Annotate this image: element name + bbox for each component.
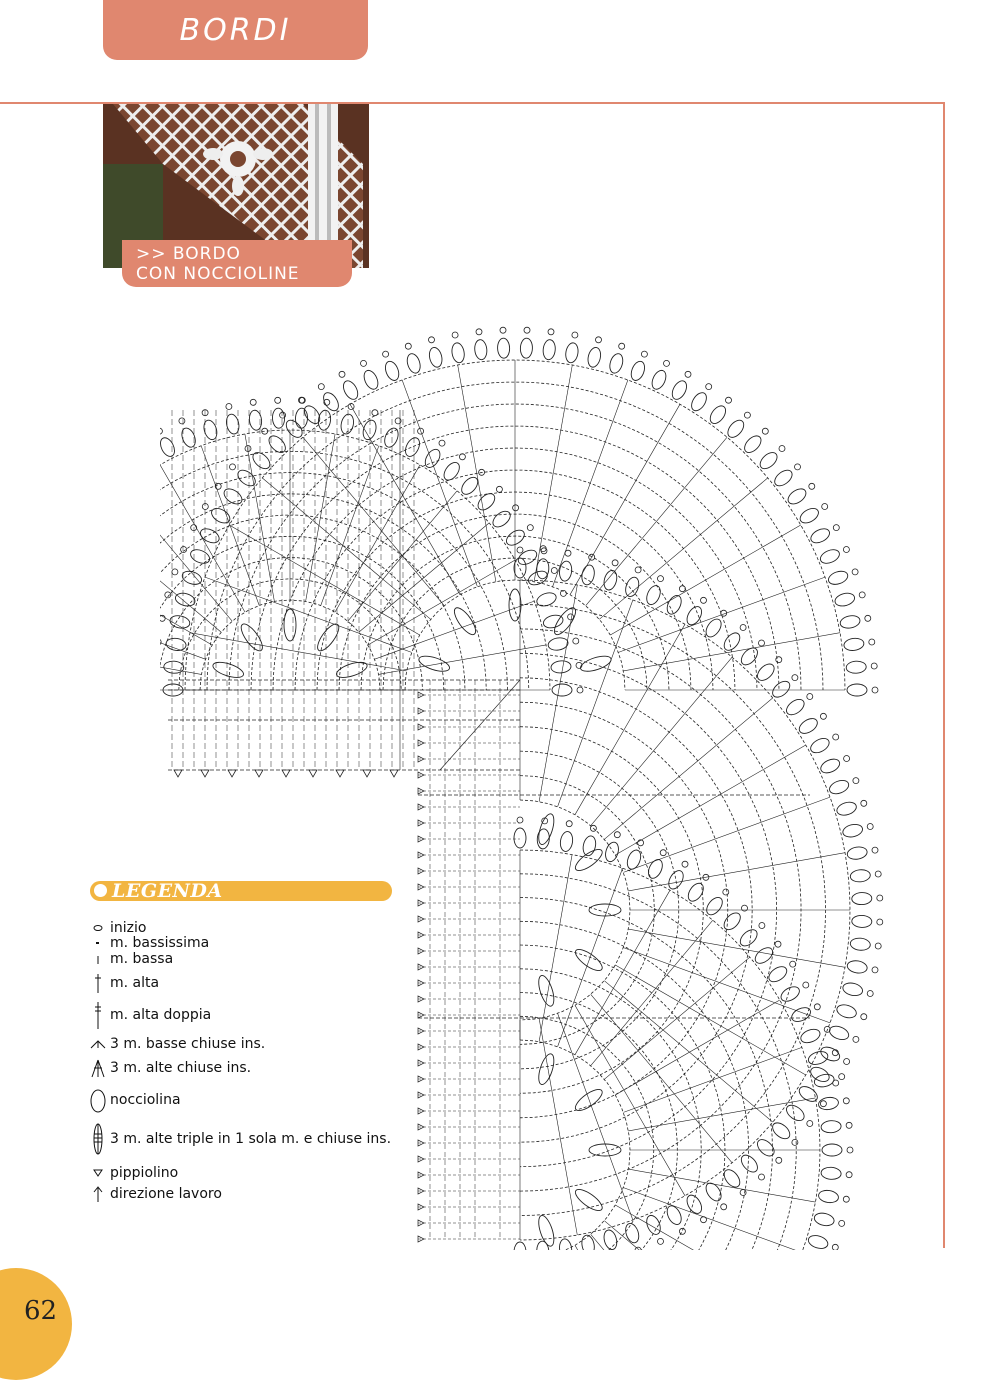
legend-item: nocciolina — [88, 1086, 181, 1114]
legend-item: inizio — [88, 920, 146, 936]
double-crochet-icon — [88, 972, 108, 994]
photo-caption: >> BORDO CON NOCCIOLINE — [122, 240, 352, 287]
legend-item: m. alta doppia — [88, 1000, 211, 1030]
oval-icon — [88, 924, 108, 932]
crochet-chart — [160, 300, 900, 1250]
treble-crochet-icon — [88, 1000, 108, 1030]
legend-item: pippiolino — [88, 1165, 178, 1181]
section-title: BORDI — [179, 12, 292, 48]
section-header-tab — [103, 0, 368, 60]
legend-item: 3 m. alte triple in 1 sola m. e chiuse ins. — [88, 1122, 391, 1156]
fan-icon — [88, 1058, 108, 1078]
nut-icon — [88, 1086, 108, 1114]
legend-item: m. bassissima — [88, 935, 209, 951]
legend-title: LEGENDA — [112, 880, 223, 902]
dot-icon — [88, 939, 108, 947]
legend-item: direzione lavoro — [88, 1185, 222, 1203]
legend-item: m. alta — [88, 972, 159, 994]
picot-icon — [88, 1168, 108, 1178]
caret-icon — [88, 1038, 108, 1050]
arrow-up-icon — [88, 1185, 108, 1203]
legend-item: m. bassa — [88, 951, 173, 967]
bullet-icon — [94, 884, 107, 897]
page-number: 62 — [24, 1296, 58, 1326]
legend-item: 3 m. alte chiuse ins. — [88, 1058, 251, 1078]
legend-item: 3 m. basse chiuse ins. — [88, 1036, 265, 1052]
cluster-icon — [88, 1122, 108, 1156]
legend-header — [90, 881, 392, 901]
short-bar-icon — [88, 953, 108, 965]
right-rule — [943, 102, 945, 1248]
